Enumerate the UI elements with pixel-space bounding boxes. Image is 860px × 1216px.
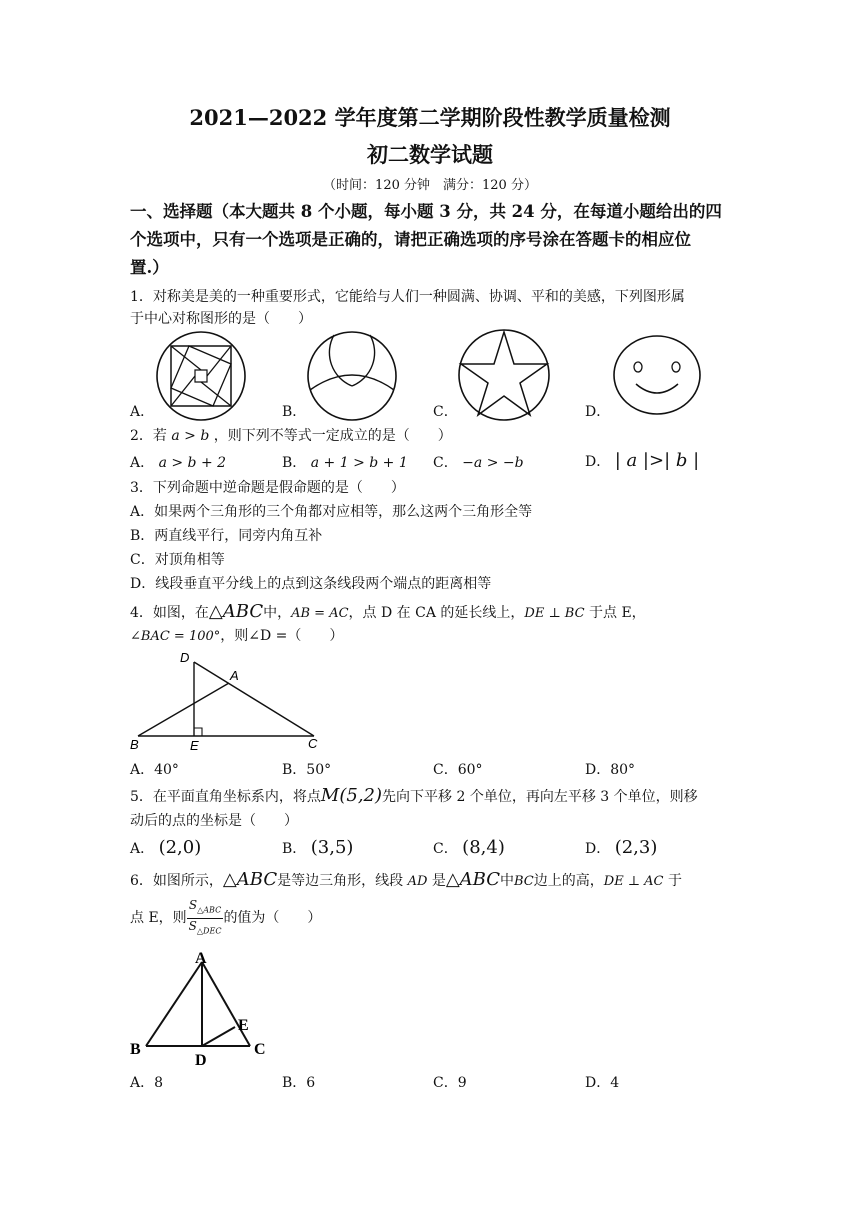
q3-stem: 3．下列命题中逆命题是假命题的是（ ）: [130, 480, 405, 496]
q6-label-d: D: [195, 1052, 207, 1069]
q1-option-a[interactable]: A．: [130, 404, 155, 420]
q6-option-a[interactable]: A．8: [130, 1075, 164, 1091]
q4-option-a[interactable]: A．40°: [130, 762, 179, 778]
q6-label-a: A: [195, 950, 207, 967]
q6-option-c[interactable]: C．9: [433, 1075, 467, 1091]
q6-equilateral-triangle-figure: [128, 948, 278, 1070]
q4-option-b[interactable]: B．50°: [282, 762, 332, 778]
q6-option-d[interactable]: D．4: [585, 1075, 620, 1091]
q5-stem-line2: 动后的点的坐标是（ ）: [130, 813, 298, 829]
q4-option-d[interactable]: D．80°: [585, 762, 636, 778]
q4-stem-line2: ∠BAC = 100°，则∠D =（ ）: [130, 628, 344, 644]
q5-option-d[interactable]: D． (2,3): [585, 837, 658, 858]
q4-label-a: A: [230, 668, 239, 683]
q4-label-d: D: [180, 650, 190, 665]
q3-option-b[interactable]: B．两直线平行，同旁内角互补: [130, 528, 323, 544]
q4-stem-line1: 4．如图，在△ABC中，AB = AC，点 D 在 CA 的延长线上，DE ⊥ BC 于点 E，: [130, 601, 646, 622]
q6-label-b: B: [130, 1041, 141, 1058]
q4-label-c: C: [308, 736, 318, 751]
q1-option-d[interactable]: D．: [585, 404, 611, 420]
q2-option-b[interactable]: B． a + 1 > b + 1: [282, 455, 408, 471]
section-heading-line2: 个选项中，只有一个选项是正确的，请把正确选项的序号涂在答题卡的相应位: [130, 230, 691, 249]
q1-figure-a-square-in-circle: [155, 330, 247, 422]
q5-option-b[interactable]: B． (3,5): [282, 837, 354, 858]
q6-label-e: E: [238, 1017, 249, 1034]
q5-option-a[interactable]: A． (2,0): [130, 837, 202, 858]
q6-stem-line2: 点 E，则 $\frac{S_{\triangle ABC}}{S_{\triangle DEC}}$ 的值为（ ）: [130, 898, 321, 938]
q3-option-d[interactable]: D．线段垂直平分线上的点到这条线段两个端点的距离相等: [130, 576, 492, 592]
q2-stem: 2．若 a > b ，则下列不等式一定成立的是（ ）: [130, 428, 452, 444]
q6-area-fraction: $\frac{S_{\triangle ABC}}{S_{\triangle DEC}}$: [188, 898, 222, 935]
section-heading-line1: 一、选择题（本大题共 8 个小题，每小题 3 分，共 24 分，在每道小题给出的四: [130, 202, 722, 221]
q1-figure-c-star-in-circle: [457, 328, 551, 422]
q1-figure-d-smiley: [612, 334, 702, 416]
exam-title: 2021—2022 学年度第二学期阶段性教学质量检测: [189, 105, 671, 130]
q5-option-c[interactable]: C． (8,4): [433, 837, 505, 858]
q5-stem-line1: 5．在平面直角坐标系内，将点M(5,2)先向下平移 2 个单位，再向左平移 3 个单位，则移: [130, 785, 698, 806]
q4-label-b: B: [130, 737, 139, 752]
q6-stem-line1: 6．如图所示，△ABC是等边三角形，线段 AD 是△ABC中BC边上的高，DE ⊥ AC 于: [130, 869, 682, 890]
q2-option-c[interactable]: C． −a > −b: [433, 455, 524, 471]
q1-stem-line1: 1．对称美是美的一种重要形式，它能给与人们一种圆满、协调、平和的美感，下列图形属: [130, 289, 685, 305]
q1-option-c[interactable]: C．: [433, 404, 458, 420]
time-info: （时间：120 分钟 满分：120 分）: [323, 178, 537, 193]
q4-option-c[interactable]: C．60°: [433, 762, 483, 778]
q3-option-a[interactable]: A．如果两个三角形的三个角都对应相等，那么这两个三角形全等: [130, 504, 533, 520]
q4-triangle-figure: [128, 648, 328, 754]
q6-option-b[interactable]: B．6: [282, 1075, 316, 1091]
q2-option-d[interactable]: D． | a |>| b |: [585, 450, 700, 471]
q1-figure-b-three-arcs: [306, 330, 398, 422]
q1-option-b[interactable]: B．: [282, 404, 307, 420]
q4-label-e: E: [190, 738, 199, 753]
section-heading-line3: 置.）: [130, 258, 169, 277]
exam-subtitle: 初二数学试题: [367, 142, 493, 167]
q2-option-a[interactable]: A． a > b + 2: [130, 455, 227, 471]
q6-label-c: C: [254, 1041, 266, 1058]
q3-option-c[interactable]: C．对顶角相等: [130, 552, 225, 568]
q1-stem-line2: 于中心对称图形的是（ ）: [130, 311, 312, 327]
